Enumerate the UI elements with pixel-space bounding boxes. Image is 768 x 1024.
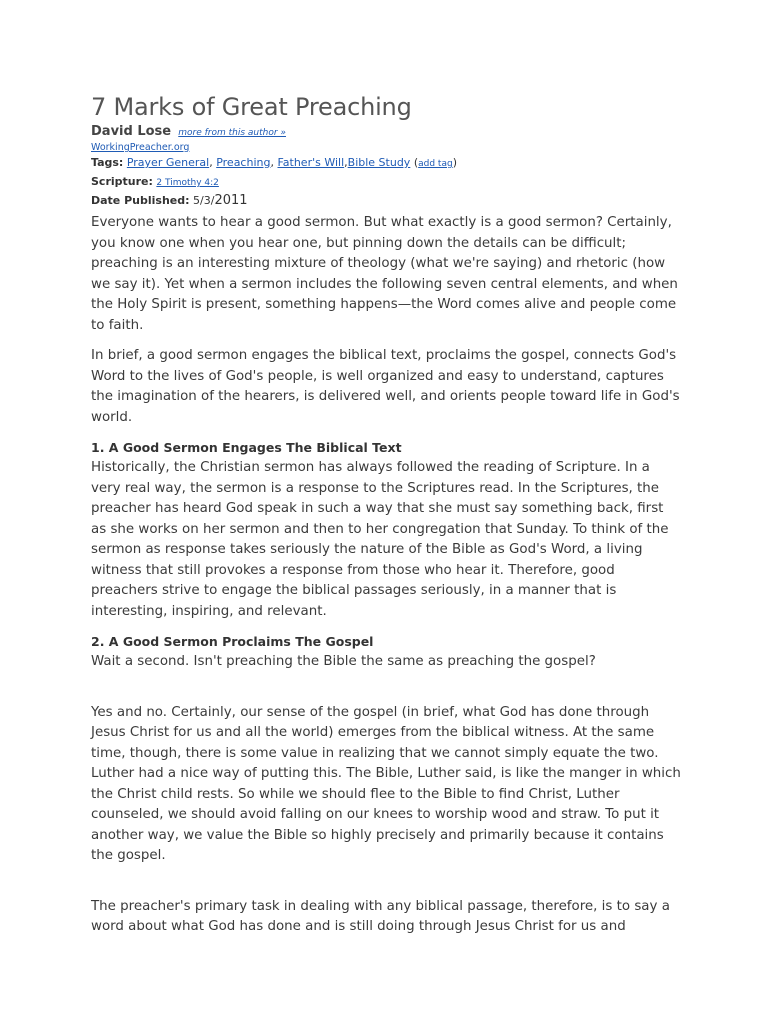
section-heading: 2. A Good Sermon Proclaims The Gospel xyxy=(91,634,374,649)
scripture-row xyxy=(91,173,681,192)
tag-link[interactable]: Prayer General xyxy=(126,156,210,169)
article-body xyxy=(91,213,681,938)
tags-label: Tags: xyxy=(91,156,124,169)
tag-link[interactable]: Preaching xyxy=(216,156,271,169)
source-link[interactable]: WorkingPreacher.org xyxy=(91,142,190,153)
scripture-link[interactable]: 2 Timothy 4:2 xyxy=(156,178,219,188)
article-title: 7 Marks of Great Preaching xyxy=(91,93,412,121)
date-month-day: 5/3/ xyxy=(193,194,215,207)
date-row xyxy=(91,192,681,209)
section-heading: 1. A Good Sermon Engages The Biblical Text xyxy=(91,440,402,455)
section-paragraph: The preacher's primary task in dealing with any biblical passage, therefore, is to say a word about what God has done and is still doing through Jesus Christ for us and xyxy=(91,898,670,934)
more-from-author-link[interactable]: more from this author » xyxy=(178,128,286,138)
tag-link[interactable]: Father's Will xyxy=(277,156,345,169)
section-paragraph: Yes and no. Certainly, our sense of the gospel (in brief, what God has done through Jesus Christ for us and all the world) emerges from the biblical witness. At the same time, though, there is some value in realizing that we cannot simply equate the two. Luther had a nice way of putting this. The Bible, Luther said, is like the manger in which the Christ child rests. So while we should flee to the Bible to find Christ, Luther counseled, we should avoid falling on our knees to worship wood and straw. To put it another way, we value the Bible so highly precisely and primarily because it contains the gospel. xyxy=(91,704,681,863)
date-year: 2011 xyxy=(214,193,248,208)
scripture-label: Scripture: xyxy=(91,175,153,188)
tags-row: Tags: Prayer General, Preaching, Father's Will,Bible Study (add tag) xyxy=(91,156,457,169)
author-name: David Lose xyxy=(91,124,172,139)
section-paragraph: Historically, the Christian sermon has always followed the reading of Scripture. In a very real way, the sermon is a response to the Scriptures read. In the Scriptures, the preacher has heard God speak in such a way that she must say something back, first as she works on her sermon and then to her congregation that Sunday. To think of the sermon as response takes seriously the nature of the Bible as God's Word, a living witness that still provokes a response from those who hear it. Therefore, good preachers strive to engage the biblical passages seriously, in a manner that is interesting, inspiring, and relevant. xyxy=(91,460,669,619)
intro-paragraph: In brief, a good sermon engages the biblical text, proclaims the gospel, connects God's Word to the lives of God's people, is well organized and easy to understand, captures the imagination of the hearers, is delivered well, and orients people toward life in God's world. xyxy=(91,348,680,425)
byline xyxy=(91,124,681,141)
date-label: Date Published: xyxy=(91,194,190,207)
tag-link[interactable]: Bible Study xyxy=(347,156,411,169)
intro-paragraph: Everyone wants to hear a good sermon. But what exactly is a good sermon? Certainly, you know one when you hear one, but pinning down the details can be difficult; preaching is an interesting mixture of theology (what we're saying) and rhetoric (how we say it). Yet when a sermon includes the following seven central elements, and when the Holy Spirit is present, something happens—the Word comes alive and people come to faith. xyxy=(91,215,678,333)
section-paragraph: Wait a second. Isn't preaching the Bible the same as preaching the gospel? xyxy=(91,654,596,669)
add-tag-link[interactable]: add tag xyxy=(418,159,453,169)
